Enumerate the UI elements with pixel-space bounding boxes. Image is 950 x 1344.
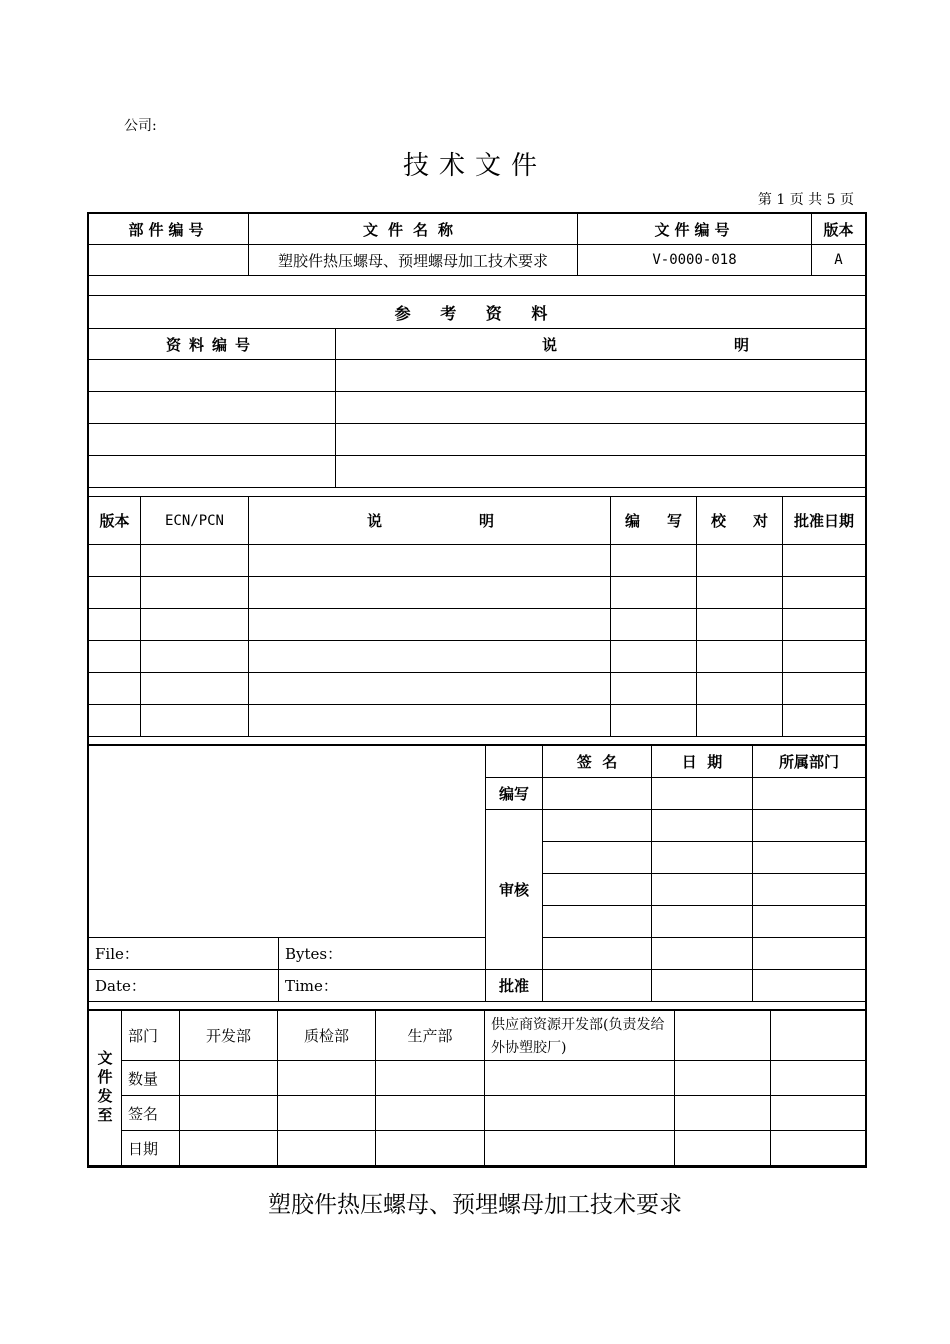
company-label: 公司: [124, 118, 157, 134]
table-row [89, 545, 866, 577]
table-row [89, 673, 866, 705]
page-info: 第 1 页 共 5 页 [757, 192, 854, 208]
row-dept-label: 部门 [122, 1010, 180, 1061]
dept-supplier: 供应商资源开发部(负责发给外协塑胶厂) [485, 1010, 675, 1061]
write-label: 编写 [486, 778, 543, 810]
table-row [89, 392, 866, 424]
table-row [89, 424, 866, 456]
table-row [89, 456, 866, 488]
signature-header: 签 名 [543, 745, 652, 778]
ref-desc-header: 说 明 [336, 329, 866, 360]
distribution-table [88, 1009, 866, 1166]
row-qty-label: 数量 [122, 1061, 180, 1096]
time-label: Time： [279, 970, 486, 1002]
dept-qc: 质检部 [278, 1010, 376, 1061]
footer-title: 塑胶件热压螺母、预埋螺母加工技术要求 [268, 1192, 682, 1218]
version-value: A [812, 245, 866, 276]
document-title: 技术文件 [402, 151, 547, 181]
table-row [89, 641, 866, 673]
dept-prod: 生产部 [376, 1010, 485, 1061]
references-table [88, 295, 866, 497]
table-row [89, 609, 866, 641]
department-header: 所属部门 [753, 745, 866, 778]
spacer-row [89, 276, 866, 296]
review-label: 审核 [486, 810, 543, 970]
rev-desc-header: 说 明 [249, 497, 611, 545]
file-no-value: V-0000-018 [578, 245, 812, 276]
table-row [89, 577, 866, 609]
ref-no-header: 资料编号 [89, 329, 336, 360]
rev-writer-header: 编 写 [611, 497, 697, 545]
doc-info-table [88, 213, 866, 296]
date-label: Date： [89, 970, 279, 1002]
part-no-value [89, 245, 249, 276]
file-label: File： [89, 938, 279, 970]
approve-label: 批准 [486, 970, 543, 1002]
table-row [89, 705, 866, 737]
row-sign-label: 签名 [122, 1096, 180, 1131]
rev-version-header: 版本 [89, 497, 141, 545]
row-date-label: 日期 [122, 1131, 180, 1166]
references-title: 参 考 资 料 [89, 296, 866, 329]
table-row [89, 360, 866, 392]
notes-area [89, 745, 486, 938]
dept-dev: 开发部 [180, 1010, 278, 1061]
col-version-header: 版本 [812, 214, 866, 245]
file-name-value: 塑胶件热压螺母、预埋螺母加工技术要求 [249, 245, 578, 276]
bytes-label: Bytes： [279, 938, 486, 970]
date-header: 日 期 [652, 745, 753, 778]
rev-ecn-header: ECN/PCN [141, 497, 249, 545]
revision-table [88, 496, 866, 746]
rev-approve-date-header: 批准日期 [783, 497, 866, 545]
col-file-no-header: 文件编号 [578, 214, 812, 245]
col-part-no-header: 部件编号 [89, 214, 249, 245]
distribution-side-label: 文件发至 [89, 1010, 122, 1166]
col-file-name-header: 文件名称 [249, 214, 578, 245]
signoff-table [88, 744, 866, 1011]
rev-checker-header: 校 对 [697, 497, 783, 545]
